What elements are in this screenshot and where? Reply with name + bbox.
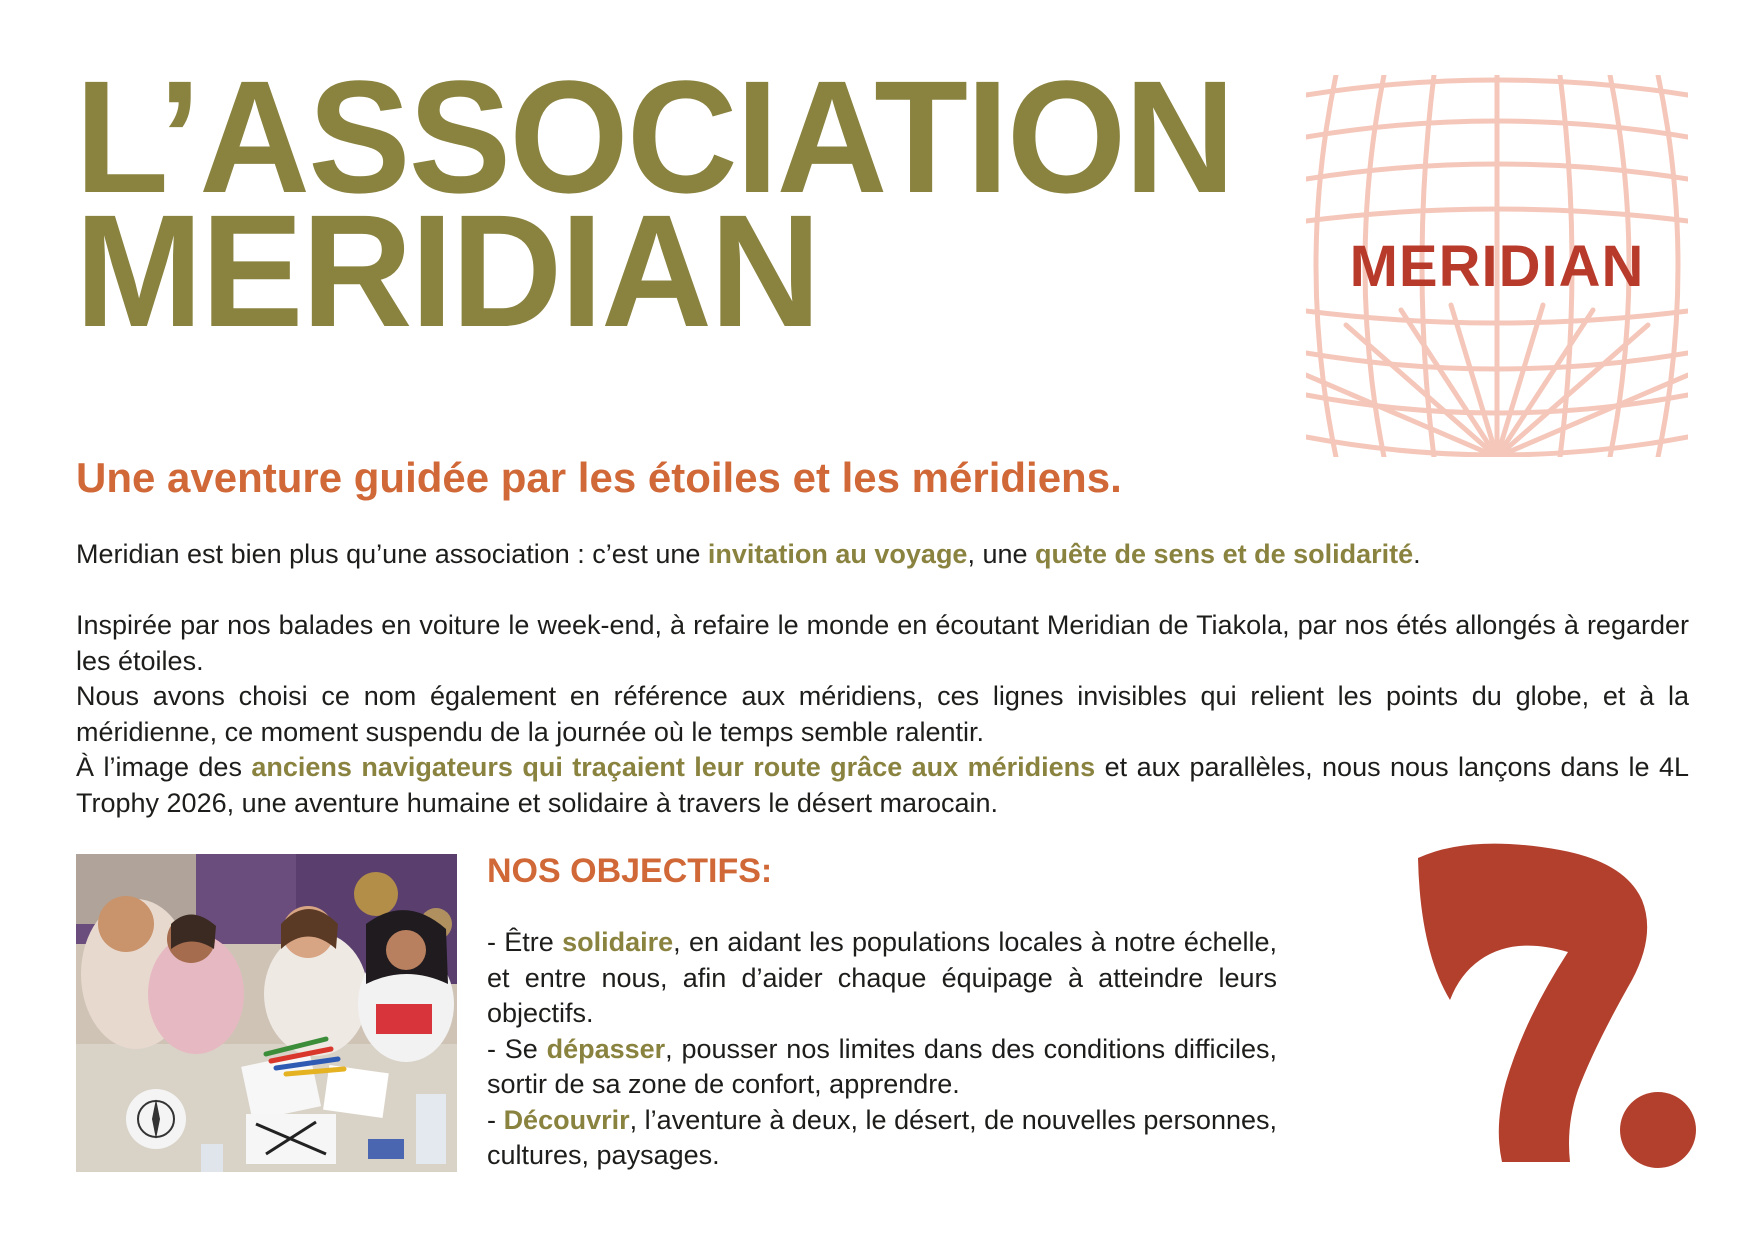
title-line-1: L’ASSOCIATION: [75, 47, 1234, 226]
objective-prefix: - Se: [487, 1033, 547, 1064]
page-title: [75, 47, 1234, 360]
page-number-glyph: [1410, 840, 1700, 1180]
objective-item: [487, 925, 1277, 1032]
intro-text-segment: À l’image des: [76, 752, 252, 782]
intro-text-segment: et aux parallèles, nous nous lançons dans le 4L Trophy 2026, une aventure humaine et solidaire à travers le désert marocain.: [76, 752, 1689, 818]
intro-paragraph-1: [76, 537, 1689, 573]
highlight-navigateurs: anciens navigateurs qui traçaient leur route grâce aux méridiens: [251, 752, 1096, 782]
meridian-logo: [1306, 75, 1688, 457]
objectives-title: NOS OBJECTIFS:: [487, 852, 773, 890]
objective-prefix: -: [487, 1104, 504, 1135]
objective-keyword-depasser: dépasser: [546, 1033, 666, 1064]
objective-keyword-solidaire: solidaire: [562, 927, 674, 957]
objective-keyword-decouvrir: Découvrir: [503, 1104, 630, 1135]
intro-text-segment: .: [1413, 539, 1421, 569]
tagline: Une aventure guidée par les étoiles et les méridiens.: [76, 454, 1122, 501]
page-number: [1410, 840, 1700, 1180]
objectives-list: [487, 925, 1277, 1174]
objective-text: , l’aventure à deux, le désert, de nouvelles personnes, cultures, paysages.: [487, 1104, 1278, 1170]
activity-photo: [76, 854, 457, 1172]
objective-text: , pousser nos limites dans des conditions difficiles, sortir de sa zone de confort, apprendre.: [487, 1033, 1277, 1099]
objective-text: , en aidant les populations locales à notre échelle, et entre nous, afin d’aider chaque équipage à atteindre leurs objectifs.: [487, 927, 1277, 1028]
highlight-invitation: invitation au voyage: [707, 539, 968, 569]
title-line-2: MERIDIAN: [75, 181, 820, 360]
intro-paragraph-2: Inspirée par nos balades en voiture le week-end, à refaire le monde en écoutant Meridian de Tiakola, par nos étés allongés à regarder les étoiles.: [76, 610, 1689, 676]
intro-text: [76, 537, 1689, 821]
highlight-quete: quête de sens et de solidarité: [1035, 539, 1414, 569]
objective-item: [487, 1103, 1277, 1174]
objective-prefix: - Être: [487, 927, 563, 957]
intro-paragraph-3: Nous avons choisi ce nom également en référence aux méridiens, ces lignes invisibles qui relient les points du globe, et à la méridienne, ce moment suspendu de la journée où le temps semble ralentir.: [76, 681, 1689, 747]
intro-paragraph-4: [76, 750, 1689, 821]
objective-item: [487, 1032, 1277, 1103]
photo-illustration: [76, 854, 457, 1172]
intro-text-segment: , une: [967, 539, 1036, 569]
intro-text-segment: Meridian est bien plus qu’une association : c’est une: [76, 539, 708, 569]
logo-text: MERIDIAN: [1349, 234, 1645, 299]
paragraph-spacer: [76, 573, 1689, 609]
